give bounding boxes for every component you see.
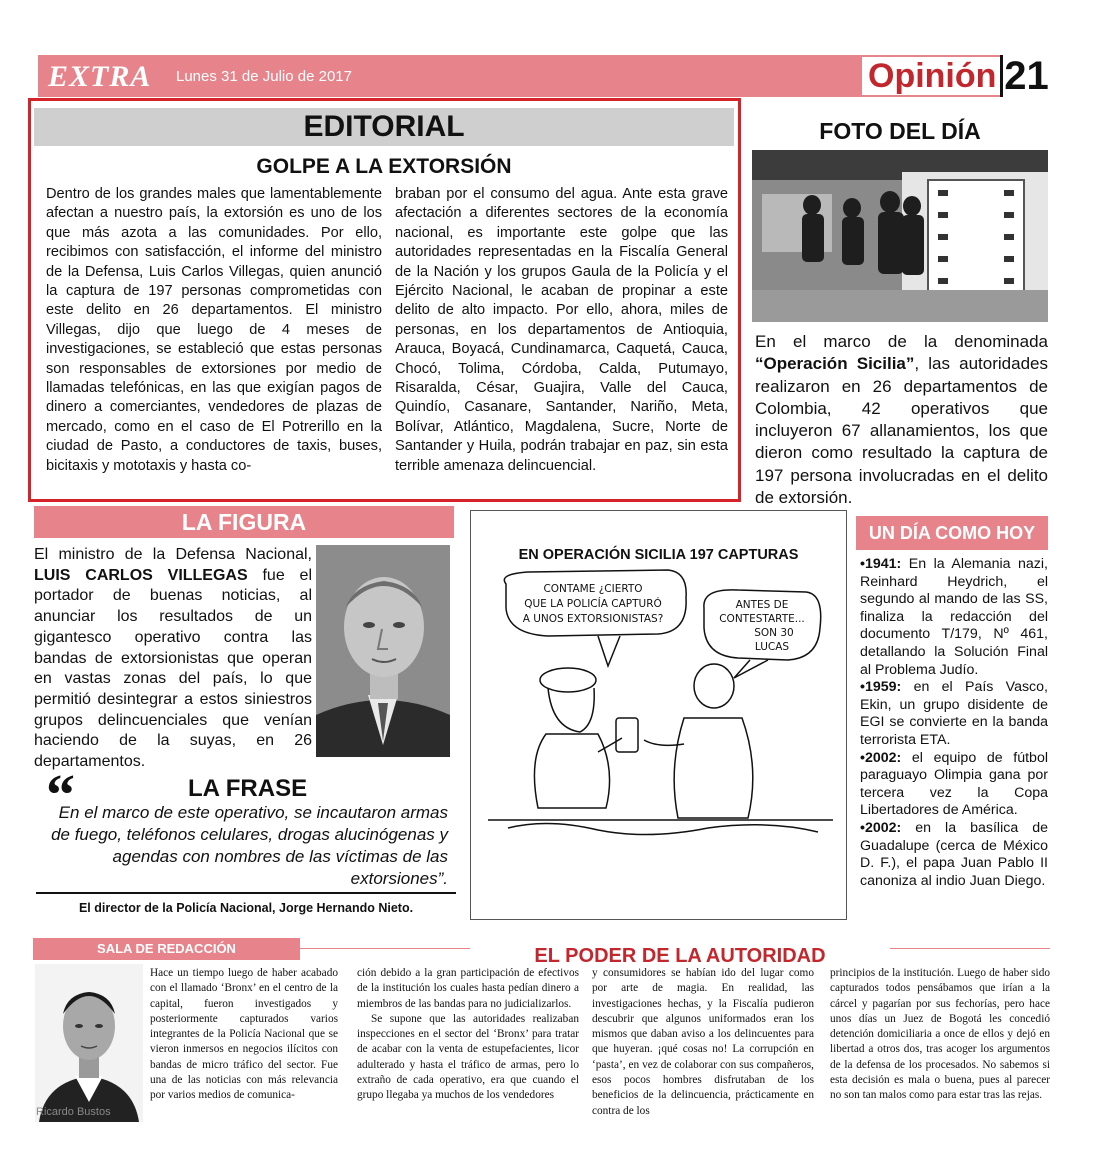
column-text-1: Hace un tiempo luego de haber acabado con el llamado ‘Bronx’ en el centro de la capital, fueron investigados y posteriormente capturados varios integrantes de la Policía Nacional que se vieron inmersos en negocios ilícitos con bandas de micro tráfico del sector. Fue una de las noticias con más relevancia por varios medios de comunica- xyxy=(150,967,338,1102)
event-text: en el País Vasco, Ekin, un grupo disidente de EGI se convierte en la banda terrorista ETA. xyxy=(860,679,1048,748)
quote-text: En el marco de este operativo, se incautaron armas de fuego, teléfonos celulares, drogas alucinógenas y agendas con nombres de las víctimas de las extorsiones”. xyxy=(51,803,448,888)
figure-title: LA FIGURA xyxy=(181,509,307,535)
caption-text-end: , las autoridades realizaron en 26 departamentos de Colombia, 42 operativos que incluyeron 67 allanamientos, los que dieron como resultado la captura de 197 persona involucradas en el delito de extorsión. xyxy=(755,354,1048,508)
photo-of-day-image xyxy=(752,150,1048,322)
list-item xyxy=(860,750,1048,820)
figure-text xyxy=(34,545,312,773)
column-paragraph: ción debido a la gran participación de efectivos de la institución los cuales hasta pedían dinero a miembros de las bandas para no judicializarlos. xyxy=(357,967,579,1010)
photo-of-day-title: FOTO DEL DÍA xyxy=(819,118,981,144)
newspaper-logo: EXTRA xyxy=(48,60,152,93)
figure-text-start: El ministro de la Defensa Nacional, xyxy=(34,546,312,563)
event-text: En la Alemania nazi, Reinhard Heydrich, el segundo al mando de las SS, finaliza la redacción del documento T/179, Nº 461, detallando la Solución Final al Problema Judío. xyxy=(860,556,1048,678)
cartoon-bubble-2-line-1: ANTES DE xyxy=(735,599,789,611)
columnist-name: Ricardo Bustos xyxy=(36,1106,111,1118)
editorial-column-1: Dentro de los grandes males que lamentablemente afectan a nuestro país, la extorsión es uno de los que más azota a las comunidades. Por ello, recibimos con satisfacción, el informe del ministro de la Defensa, Luis Carlos Villegas, quien anunció la captura de 197 personas comprometidas con este delito en 26 departamentos. El ministro Villegas, dijo que luego de 4 meses de investigaciones, se estableció que estas personas son responsables de extorsiones por medio de llamadas telefónicas, en las que exigían pagos de dinero a comerciantes, vendedores de plazas de mercado, como en el caso de El Potrerillo en la ciudad de Pasto, a conductores de taxis, buses, bicitaxis y mototaxis y hasta co- xyxy=(46,186,382,474)
caption-text-start: En el marco de la denominada xyxy=(755,332,1048,351)
cartoon-title: EN OPERACIÓN SICILIA 197 CAPTURAS xyxy=(518,547,799,563)
event-text: el equipo de fútbol paraguayo Olimpia gana por tercera vez la Copa Libertadores de América. xyxy=(860,749,1048,819)
page-number: 21 xyxy=(1000,55,1050,97)
quote-title: LA FRASE xyxy=(188,775,308,802)
event-year: •1959: xyxy=(860,679,902,696)
this-day-title: UN DÍA COMO HOY xyxy=(868,523,1036,543)
quote-author: El director de la Policía Nacional, Jorge Hernando Nieto. xyxy=(78,901,414,915)
column-text-3: y consumidores se habían ido del lugar como por arte de magia. En realidad, las investigaciones hechas, y la Fiscalía pudieron descubrir que algunos uniformados eran los mismos que daban aviso a los delincuentes para que huyeran. ¡qué cosas no! La corrupción en ‘pasta’, en vez de colaborar con sus compañeros, esos pocos hombres disfrutaban de los beneficios de la delincuencia, prácticamente en contra de los xyxy=(592,967,814,1117)
section-title: Opinión xyxy=(862,57,1002,95)
column-headline: EL PODER DE LA AUTORIDAD xyxy=(470,945,890,968)
cartoon-bubble-1-line-2: QUE LA POLICÍA CAPTURÓ xyxy=(524,598,662,610)
newsroom-label: SALA DE REDACCIÓN xyxy=(97,941,236,956)
event-year: •2002: xyxy=(860,819,902,836)
columnist-photo xyxy=(35,964,143,1122)
figure-text-end: fue el portador de buenas noticias, al anunciar los resultados de un gigantesco operativo contra las bandas de extorsionistas que operan en vastas zonas del país, lo que permitió desintegrar a estos siniestros grupos delincuenciales que venían haciendo de la suyas, en 26 departamentos. xyxy=(34,566,312,771)
cartoon-bubble-2-line-2: CONTESTARTE... xyxy=(719,613,805,625)
minister-portrait xyxy=(316,545,450,757)
column-text-2 xyxy=(357,966,579,1104)
this-day-list xyxy=(860,556,1048,890)
column-paragraph: Se supone que las autoridades realizaban inspecciones en el sector del ‘Bronx’ para tratar de acabar con la venta de estupefacientes, licor adulterado y hasta el tráfico de armas, pero lo extraño de cada operativo, era que cuando el grupo llegaba ya muchos de los vendedores xyxy=(357,1012,579,1102)
list-item xyxy=(860,556,1048,679)
cartoon-bubble-1-line-3: A UNOS EXTORSIONISTAS? xyxy=(522,613,664,625)
cartoon-bubble-2-line-3: SON 30 xyxy=(754,627,794,639)
event-year: •2002: xyxy=(860,749,902,766)
event-text: en la basílica de Guadalupe (cerca de México D. F.), el papa Juan Pablo II canoniza al indio Juan Diego. xyxy=(860,819,1048,889)
column-text-4: principios de la institución. Luego de haber sido capturados todos pensábamos que irían a la cárcel y pagarían por sus fechorías, pero hace unos días un Juez de Bogotá les concedió detención domiciliaria a once de ellos y dejó en libertad a otros dos, tras acoger los argumentos de la defensa de los procesados. No sabemos si esta decisión es mala o buena, pues al parecer no son tan malos como para estar tras las rejas. xyxy=(830,967,1050,1102)
event-year: •1941: xyxy=(860,556,902,572)
cartoon-drawing xyxy=(488,568,833,848)
cartoon-bubble-2-line-4: LUCAS xyxy=(754,641,790,653)
quote-divider xyxy=(36,892,456,894)
cartoon-bubble-1-line-1: CONTAME ¿CIERTO xyxy=(543,583,643,595)
editorial-column-2: braban por el consumo del agua. Ante esta grave afectación a diferentes sectores de la economía nacional, es importante este golpe que las autoridades representadas en la Fiscalía General de la Nación y los grupos Gaula de la Policía y el Ejército Nacional, le acaban de propinar a este delito de alto impacto. Por ello, ahora, miles de personas, en los departamentos de Antioquia, Arauca, Boyacá, Cundinamarca, Caquetá, Cauca, Chocó, Tolima, Córdoba, Calda, Putumayo, Risaralda, César, Guajira, Valle del Cauca, Quindío, Casanare, Santander, Nariño, Meta, Bolívar, Atlántico, Magdalena, Sucre, Norte de Santander y Huila, podrán trabajar en paz, sin esta terrible amenaza delincuencial. xyxy=(395,186,728,474)
caption-operation-name: “Operación Sicilia” xyxy=(755,354,915,374)
photo-of-day-caption xyxy=(755,331,1048,509)
editorial-label: EDITORIAL xyxy=(303,110,465,143)
editorial-headline: GOLPE A LA EXTORSIÓN xyxy=(256,155,512,178)
figure-person-name: LUIS CARLOS VILLEGAS xyxy=(34,566,248,584)
issue-date: Lunes 31 de Julio de 2017 xyxy=(176,68,352,85)
list-item xyxy=(860,820,1048,890)
list-item xyxy=(860,679,1048,749)
quote-mark: “ xyxy=(46,762,75,827)
